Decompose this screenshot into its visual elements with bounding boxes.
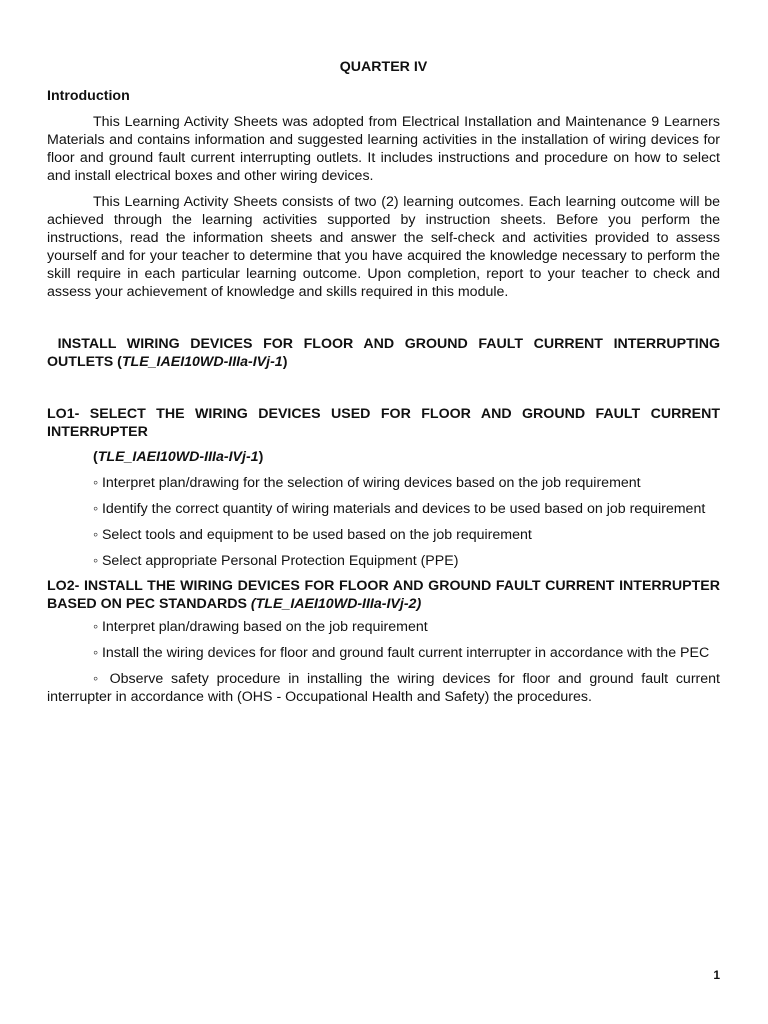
section-heading (47, 335, 720, 371)
lo1-code-close: ) (258, 449, 264, 465)
section-heading-close: ) (282, 354, 288, 370)
lo1-code-open: ( (93, 449, 98, 465)
intro-paragraph-1: This Learning Activity Sheets was adopted from Electrical Installation and Maintenance 9 Learners Materials and contains information and suggested learning activities in the installation of wiring devices for floor and ground fault current interrupting outlets. It includes instructions and procedure on how to select and install electrical boxes and other wiring devices. (47, 114, 720, 184)
lo1-item: ◦ Identify the correct quantity of wiring materials and devices to be used based on job requirement (93, 501, 706, 517)
lo1-code: TLE_IAEI10WD-IIIa-IVj-1 (97, 449, 259, 465)
lo2-item: ◦ Install the wiring devices for floor and ground fault current interrupter in accordance with the PEC (93, 645, 710, 661)
section-heading-text: INSTALL WIRING DEVICES FOR FLOOR AND GROUND FAULT CURRENT INTERRUPTING OUTLETS ( (47, 336, 720, 370)
lo2-item: ◦ Observe safety procedure in installing the wiring devices for floor and ground fault current interrupter in accordance with (OHS - Occupational Health and Safety) the procedures. (47, 671, 720, 705)
lo2-heading (47, 577, 720, 613)
section-heading-code: TLE_IAEI10WD-IIIa-IVj-1 (121, 354, 283, 370)
page-title: QUARTER IV (339, 59, 428, 75)
document-page (47, 58, 720, 706)
intro-paragraph-2: This Learning Activity Sheets consists of two (2) learning outcomes. Each learning outcome will be achieved through the learning activities supported by instruction sheets. Before you perform the instructions, read the information sheets and answer the self-check and activities provided to assess yourself and for your teacher to determine that you have acquired the knowledge necessary to perform the skill require in each particular learning outcome. Upon completion, report to your teacher to check and assess your achievement of knowledge and skills required in this module. (47, 194, 720, 300)
lo1-item: ◦ Select appropriate Personal Protection Equipment (PPE) (93, 553, 459, 569)
lo2-item: ◦ Interpret plan/drawing based on the job requirement (93, 619, 428, 635)
lo2-code: (TLE_IAEI10WD-IIIa-IVj-2) (250, 596, 422, 612)
lo1-code-line (47, 448, 720, 466)
introduction-heading: Introduction (47, 88, 130, 104)
lo1-item: ◦ Interpret plan/drawing for the selection of wiring devices based on the job requirement (93, 475, 641, 491)
lo1-heading: LO1- SELECT THE WIRING DEVICES USED FOR FLOOR AND GROUND FAULT CURRENT INTERRUPTER (47, 406, 720, 440)
lo2-heading-text: LO2- INSTALL THE WIRING DEVICES FOR FLOOR AND GROUND FAULT CURRENT INTERRUPTER BASED ON PEC STANDARDS (47, 578, 720, 612)
lo1-item: ◦ Select tools and equipment to be used based on the job requirement (93, 527, 532, 543)
page-number: 1 (713, 968, 720, 982)
